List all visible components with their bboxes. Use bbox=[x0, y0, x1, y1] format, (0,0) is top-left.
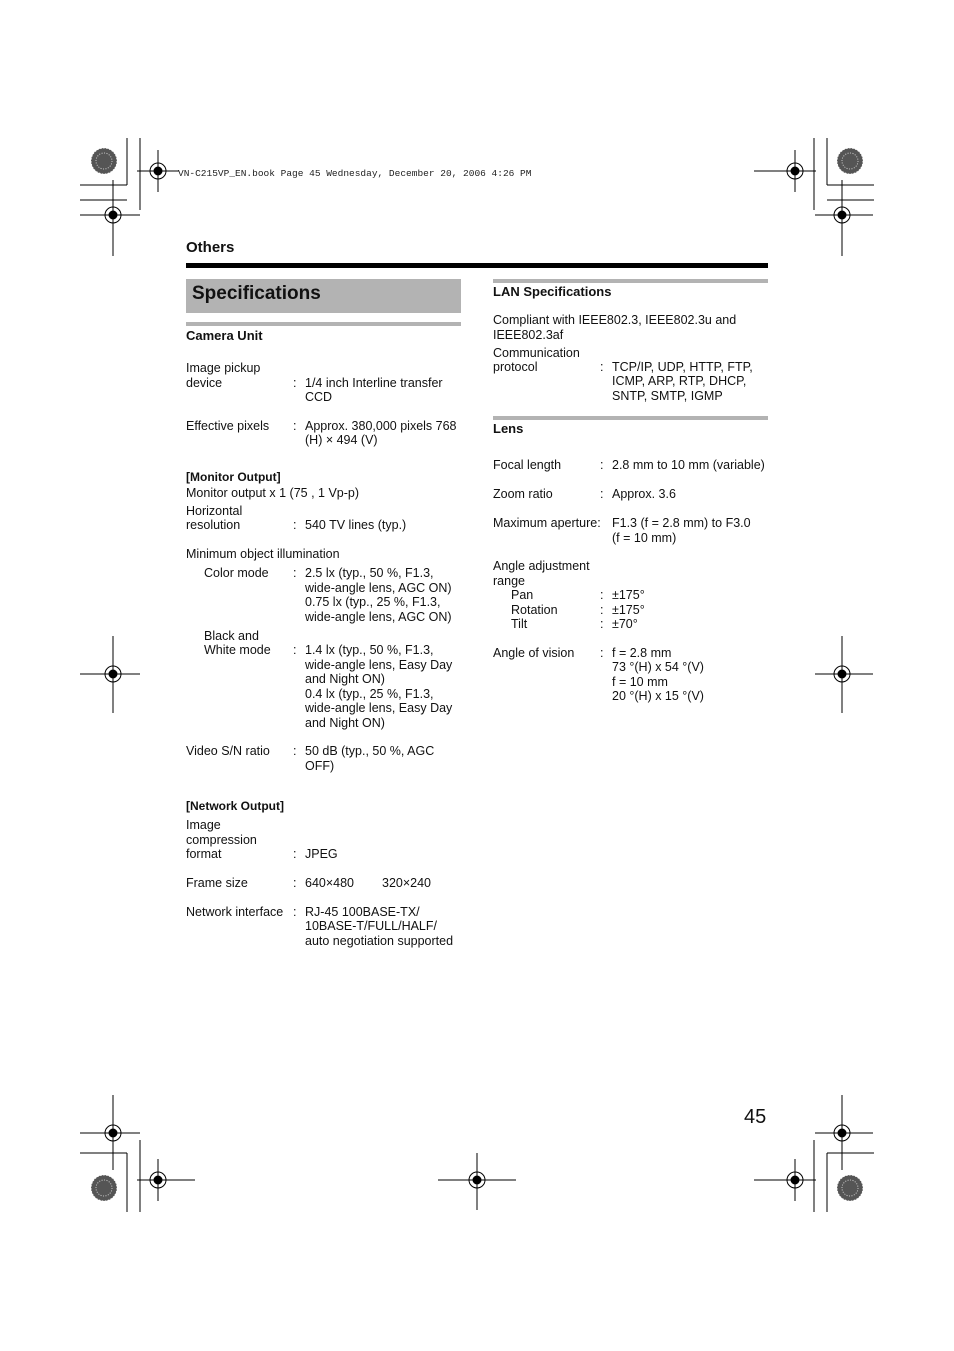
registration-target-icon bbox=[100, 202, 130, 232]
lan-compliant-line: IEEE802.3af bbox=[493, 328, 564, 342]
starburst-mark-icon bbox=[836, 147, 864, 175]
registration-target-icon bbox=[829, 661, 859, 691]
page-number: 45 bbox=[744, 1106, 767, 1128]
registration-target-icon bbox=[100, 661, 130, 691]
lan-compliant-line: Compliant with IEEE802.3, IEEE802.3u and bbox=[493, 313, 737, 327]
starburst-mark-icon bbox=[90, 1174, 118, 1202]
starburst-mark-icon bbox=[90, 147, 118, 175]
heading-rule bbox=[186, 322, 461, 326]
heading-rule bbox=[493, 416, 768, 420]
registration-target-icon bbox=[782, 158, 812, 188]
registration-target-icon bbox=[829, 1120, 859, 1150]
section-rule bbox=[186, 263, 768, 268]
lan-heading: LAN Specifications bbox=[493, 284, 612, 299]
page-title: Specifications bbox=[192, 283, 321, 304]
registration-target-icon bbox=[100, 1120, 130, 1150]
monitor-output-heading: [Monitor Output] bbox=[186, 470, 281, 484]
lens-heading: Lens bbox=[493, 421, 524, 436]
registration-target-icon bbox=[829, 202, 859, 232]
registration-target-icon bbox=[782, 1167, 812, 1197]
network-output-heading: [Network Output] bbox=[186, 799, 284, 813]
registration-target-icon bbox=[145, 1167, 175, 1197]
starburst-mark-icon bbox=[836, 1174, 864, 1202]
min-illumination-label: Minimum object illumination bbox=[186, 547, 340, 561]
camera-unit-heading: Camera Unit bbox=[186, 328, 263, 343]
section-title: Others bbox=[186, 239, 235, 256]
monitor-output-line: Monitor output x 1 (75 , 1 Vp-p) bbox=[186, 486, 360, 500]
file-header: VN-C215VP_EN.book Page 45 Wednesday, December 20, 2006 4:26 PM bbox=[178, 168, 532, 179]
registration-target-icon bbox=[145, 158, 175, 188]
registration-target-icon bbox=[464, 1167, 494, 1197]
heading-rule bbox=[493, 279, 768, 283]
